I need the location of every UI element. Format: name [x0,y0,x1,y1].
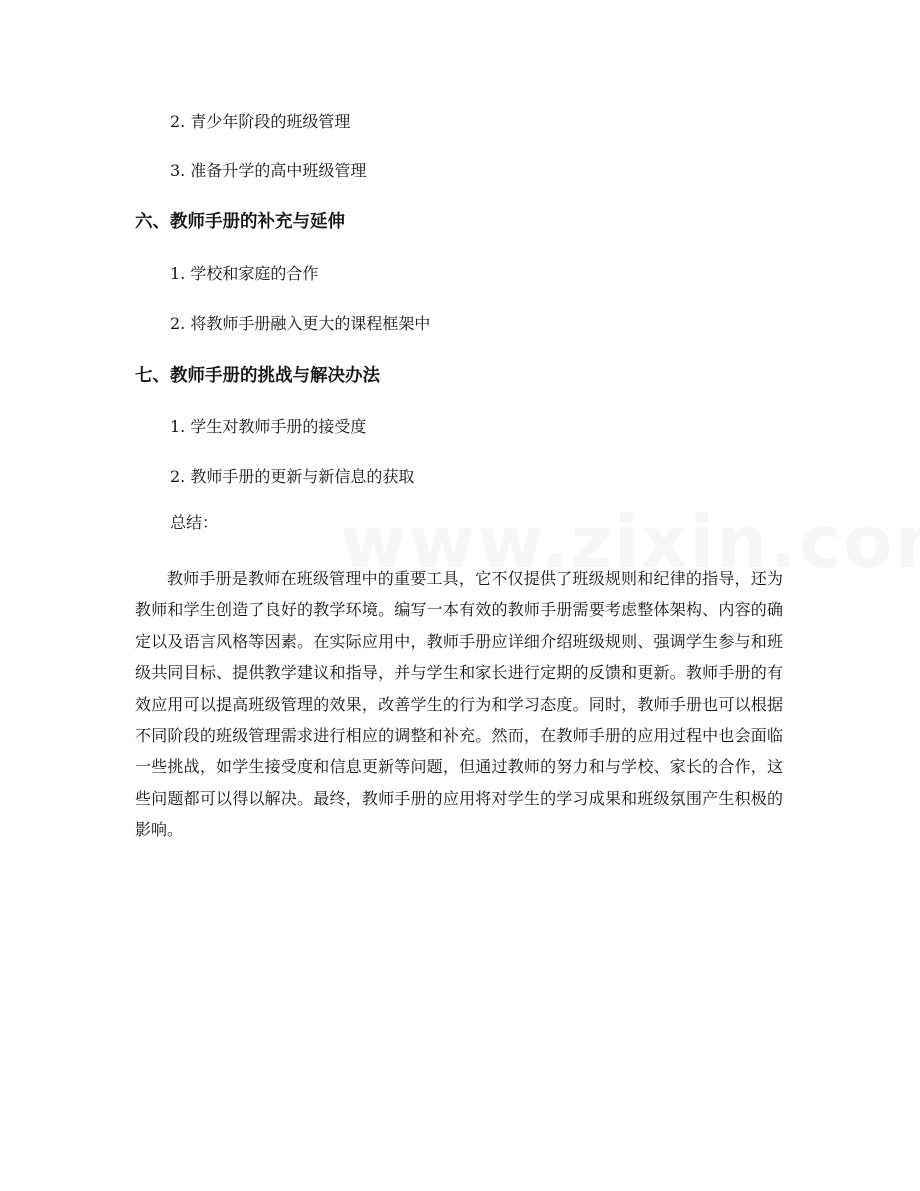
section-heading-7: 七、教师手册的挑战与解决办法 [135,366,380,386]
summary-paragraph: 教师手册是教师在班级管理中的重要工具，它不仅提供了班级规则和纪律的指导，还为教师和学生创造了良好的教学环境。编写一本有效的教师手册需要考虑整体架构、内容的确定以及语言风格等因素。在实际应用中，教师手册应详细介绍班级规则、强调学生参与和班级共同目标、提供教学建议和指导，并与学生和家长进行定期的反馈和更新。教师手册的有效应用可以提高班级管理的效果，改善学生的行为和学习态度。同时，教师手册也可以根据不同阶段的班级管理需求进行相应的调整和补充。然而，在教师手册的应用过程中也会面临一些挑战，如学生接受度和信息更新等问题，但通过教师的努力和与学校、家长的合作，这些问题都可以得以解决。最终，教师手册的应用将对学生的学习成果和班级氛围产生积极的影响。 [135,569,783,840]
summary-label: 总结： [170,513,219,532]
list-item-high-school-class-management: 3. 准备升学的高中班级管理 [170,161,367,180]
section-heading-6: 六、教师手册的补充与延伸 [135,212,345,232]
list-item-curriculum-framework: 2. 将教师手册融入更大的课程框架中 [170,314,431,333]
list-item-youth-class-management: 2. 青少年阶段的班级管理 [170,112,351,131]
list-item-student-acceptance: 1. 学生对教师手册的接受度 [170,417,367,436]
list-item-handbook-updates: 2. 教师手册的更新与新信息的获取 [170,467,415,486]
list-item-school-family-cooperation: 1. 学校和家庭的合作 [170,264,319,283]
